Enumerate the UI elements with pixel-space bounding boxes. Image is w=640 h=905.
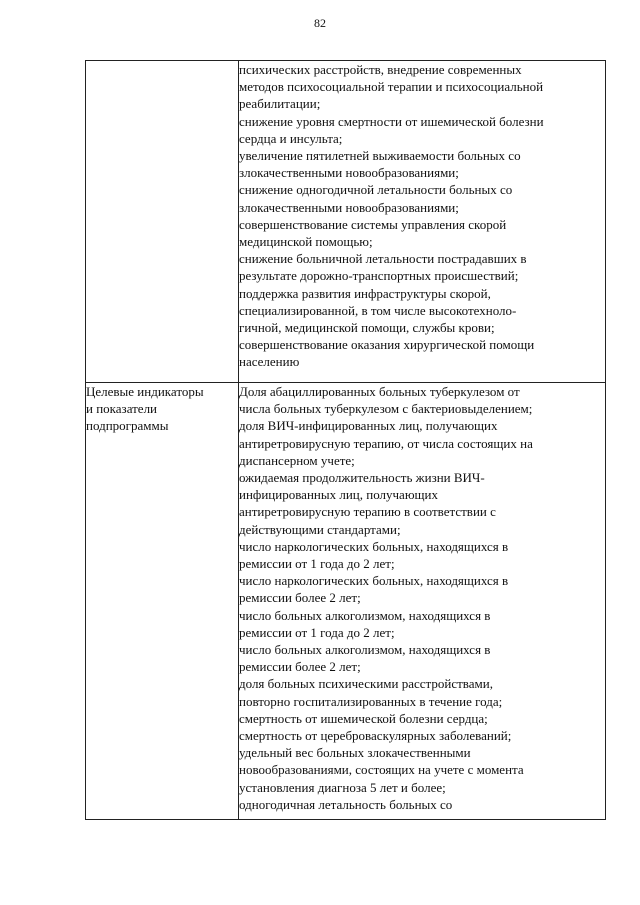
text-line: злокачественными новообразованиями; [239,199,459,215]
text-line: доля больных психическими расстройствами, [239,676,493,692]
text-line: число больных алкоголизмом, находящихся в [239,642,491,658]
text-line: одногодичная летальность больных со [239,796,453,812]
text-line: психических расстройств, внедрение современных [239,62,522,77]
text-line: смертность от цереброваскулярных заболеваний; [239,728,512,744]
text-line: населению [239,354,300,370]
text-line: увеличение пятилетней выживаемости больных со [239,148,521,164]
text-line: диспансерном учете; [239,452,355,468]
text-line: новообразованиями, состоящих на учете с момента [239,762,524,778]
text-line: снижение одногодичной летальности больных со [239,182,513,198]
text-line: антиретровирусную терапию, от числа состоящих на [239,435,533,451]
text-line: число наркологических больных, находящихся в [239,538,509,554]
row-content-cell [239,383,606,820]
text-line: установления диагноза 5 лет и более; [239,779,446,795]
text-line: специализированной, в том числе высокотехноло- [239,302,517,318]
text-line: методов психосоциальной терапии и психосоциальной [239,79,544,95]
text-line: и показатели [86,401,158,417]
text-line: ремиссии более 2 лет; [239,659,361,675]
row-label-cell [86,383,239,820]
text-line: ожидаемая продолжительность жизни ВИЧ- [239,470,485,486]
text-line: медицинской помощью; [239,234,373,250]
text-line: ремиссии более 2 лет; [239,590,361,606]
row-content-cell [239,61,606,383]
text-line: гичной, медицинской помощи, службы крови; [239,320,495,336]
text-line: совершенствование оказания хирургической помощи [239,337,535,353]
text-line: злокачественными новообразованиями; [239,165,459,181]
row-label-cell [86,61,239,383]
text-line: снижение уровня смертности от ишемической болезни [239,113,544,129]
text-line: подпрограммы [86,418,169,434]
text-line: результате дорожно-транспортных происшествий; [239,268,519,284]
text-line: смертность от ишемической болезни сердца; [239,710,488,726]
text-line: совершенствование системы управления скорой [239,216,507,232]
text-line: действующими стандартами; [239,521,401,537]
text-line: удельный вес больных злокачественными [239,745,471,761]
page-number: 82 [314,16,326,30]
text-line: ремиссии от 1 года до 2 лет; [239,624,395,640]
text-line: Целевые индикаторы [86,384,204,399]
text-line: сердца и инсульта; [239,130,343,146]
text-line: доля ВИЧ-инфицированных лиц, получающих [239,418,498,434]
text-line: числа больных туберкулезом с бактериовыделением; [239,401,533,417]
text-line: инфицированных лиц, получающих [239,487,439,503]
text-line: реабилитации; [239,96,321,112]
text-line: Доля абациллированных больных туберкулезом от [239,384,520,399]
text-line: поддержка развития инфраструктуры скорой, [239,285,491,301]
document-table [85,60,606,820]
text-line: антиретровирусную терапию в соответствии с [239,504,496,520]
text-line: ремиссии от 1 года до 2 лет; [239,556,395,572]
table-row [86,61,606,383]
text-line: снижение больничной летальности пострадавших в [239,251,527,267]
text-line: повторно госпитализированных в течение года; [239,693,503,709]
text-line: число больных алкоголизмом, находящихся в [239,607,491,623]
text-line: число наркологических больных, находящихся в [239,573,509,589]
table-row [86,383,606,820]
